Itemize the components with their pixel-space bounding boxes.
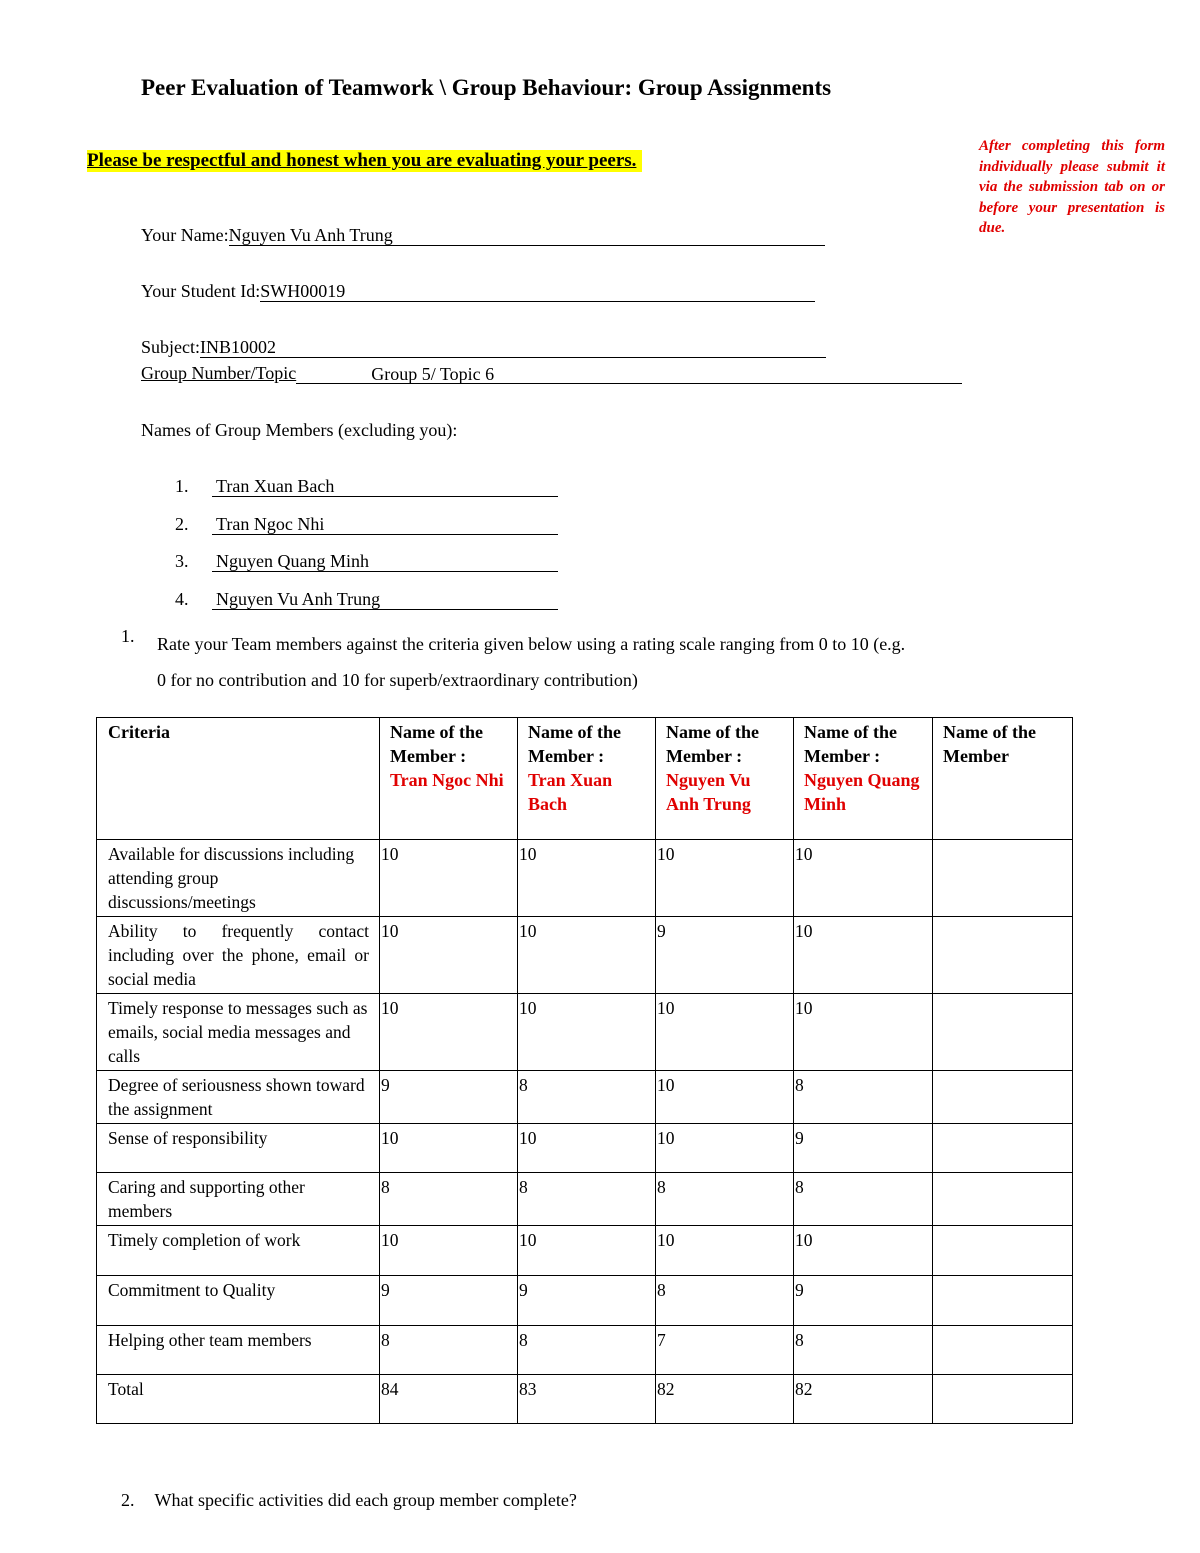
score-cell[interactable]: 10 — [518, 994, 656, 1071]
score-cell[interactable]: 82 — [656, 1375, 794, 1424]
peer-rating-table — [96, 717, 1073, 1424]
member-name[interactable]: Tran Xuan Bach — [212, 475, 558, 497]
name-label: Your Name: — [141, 225, 229, 245]
member-column-name: Tran Xuan Bach — [528, 770, 613, 814]
criterion-cell: Helping other team members — [97, 1326, 380, 1375]
score-cell[interactable]: 10 — [380, 840, 518, 917]
score-cell[interactable]: 8 — [794, 1326, 933, 1375]
student-id-label: Your Student Id: — [141, 281, 261, 301]
member-name[interactable]: Nguyen Quang Minh — [212, 550, 558, 572]
criterion-cell: Commitment to Quality — [97, 1276, 380, 1326]
score-cell[interactable]: 8 — [518, 1326, 656, 1375]
student-id-value[interactable]: SWH00019 — [260, 281, 815, 302]
empty-score-cell[interactable] — [933, 840, 1073, 917]
group-label: Group Number/Topic — [141, 363, 297, 383]
score-cell[interactable]: 9 — [794, 1276, 933, 1326]
score-cell[interactable]: 9 — [794, 1124, 933, 1173]
score-cell[interactable]: 9 — [380, 1071, 518, 1124]
score-cell[interactable]: 10 — [656, 840, 794, 917]
table-row — [97, 1326, 1073, 1375]
table-row — [97, 1173, 1073, 1226]
score-cell[interactable]: 10 — [656, 1226, 794, 1276]
member-name[interactable]: Tran Ngoc Nhi — [212, 513, 558, 535]
criterion-cell: Ability to frequently contact including over the phone, email or social media — [97, 917, 380, 994]
question-2-number: 2. — [121, 1490, 135, 1510]
table-row — [97, 1071, 1073, 1124]
question-2-text: What specific activities did each group member complete? — [154, 1490, 577, 1510]
score-cell[interactable]: 10 — [794, 1226, 933, 1276]
member-column-name: Nguyen Quang Minh — [804, 770, 920, 814]
empty-score-cell[interactable] — [933, 1071, 1073, 1124]
criterion-cell: Sense of responsibility — [97, 1124, 380, 1173]
name-field — [141, 225, 825, 246]
score-cell[interactable]: 9 — [656, 917, 794, 994]
member-column-header-blank: Name of the Member — [933, 718, 1073, 840]
criterion-cell: Degree of seriousness shown toward the assignment — [97, 1071, 380, 1124]
table-row — [97, 1226, 1073, 1276]
score-cell[interactable]: 83 — [518, 1375, 656, 1424]
page-title: Peer Evaluation of Teamwork \ Group Behaviour: Group Assignments — [141, 75, 832, 100]
score-cell[interactable]: 10 — [380, 994, 518, 1071]
score-cell[interactable]: 8 — [794, 1071, 933, 1124]
score-cell[interactable]: 82 — [794, 1375, 933, 1424]
group-value[interactable]: Group 5/ Topic 6 — [296, 364, 962, 384]
subject-label: Subject: — [141, 337, 200, 357]
member-column-header: Name of the Member : Tran Ngoc Nhi — [380, 718, 518, 840]
score-cell[interactable]: 9 — [380, 1276, 518, 1326]
member-column-header: Name of the Member : Nguyen Quang Minh — [794, 718, 933, 840]
table-row — [97, 840, 1073, 917]
score-cell[interactable]: 10 — [794, 917, 933, 994]
criterion-cell: Caring and supporting other members — [97, 1173, 380, 1226]
empty-score-cell[interactable] — [933, 1226, 1073, 1276]
list-item: 1. Tran Xuan Bach — [175, 475, 558, 513]
score-cell[interactable]: 8 — [794, 1173, 933, 1226]
member-column-header: Name of the Member : Tran Xuan Bach — [518, 718, 656, 840]
score-cell[interactable]: 10 — [518, 1226, 656, 1276]
score-cell[interactable]: 84 — [380, 1375, 518, 1424]
score-cell[interactable]: 10 — [794, 994, 933, 1071]
group-field — [141, 363, 962, 384]
member-column-name: Nguyen Vu Anh Trung — [666, 770, 751, 814]
score-cell[interactable]: 10 — [656, 1071, 794, 1124]
empty-score-cell[interactable] — [933, 994, 1073, 1071]
group-members-list — [175, 475, 558, 625]
question-1-number: 1. — [121, 626, 135, 646]
question-2 — [121, 1490, 577, 1511]
member-column-header: Name of the Member : Nguyen Vu Anh Trung — [656, 718, 794, 840]
empty-score-cell[interactable] — [933, 1276, 1073, 1326]
score-cell[interactable]: 8 — [518, 1173, 656, 1226]
member-column-name: Tran Ngoc Nhi — [390, 770, 504, 790]
criterion-cell: Timely response to messages such as emails, social media messages and calls — [97, 994, 380, 1071]
list-item: 4. Nguyen Vu Anh Trung — [175, 588, 558, 626]
criterion-cell: Total — [97, 1375, 380, 1424]
table-row — [97, 1276, 1073, 1326]
question-1-line-2: 0 for no contribution and 10 for superb/extraordinary contribution) — [157, 670, 638, 690]
empty-score-cell[interactable] — [933, 917, 1073, 994]
members-heading: Names of Group Members (excluding you): — [141, 420, 458, 440]
empty-score-cell[interactable] — [933, 1326, 1073, 1375]
submission-note: After completing this form individually please submit it via the submission tab on or before your presentation is due. — [979, 138, 1165, 236]
score-cell[interactable]: 7 — [656, 1326, 794, 1375]
name-value[interactable]: Nguyen Vu Anh Trung — [229, 225, 825, 246]
empty-score-cell[interactable] — [933, 1173, 1073, 1226]
score-cell[interactable]: 10 — [518, 840, 656, 917]
score-cell[interactable]: 8 — [380, 1326, 518, 1375]
criterion-cell: Available for discussions including attending group discussions/meetings — [97, 840, 380, 917]
subject-value[interactable]: INB10002 — [200, 337, 826, 358]
table-row — [97, 1124, 1073, 1173]
table-header-row — [97, 718, 1073, 840]
empty-score-cell[interactable] — [933, 1124, 1073, 1173]
score-cell[interactable]: 10 — [380, 1124, 518, 1173]
score-cell[interactable]: 10 — [656, 1124, 794, 1173]
member-name[interactable]: Nguyen Vu Anh Trung — [212, 588, 558, 610]
score-cell[interactable]: 8 — [518, 1071, 656, 1124]
score-cell[interactable]: 9 — [518, 1276, 656, 1326]
respect-note: Please be respectful and honest when you are evaluating your peers. — [87, 150, 642, 172]
score-cell[interactable]: 8 — [656, 1276, 794, 1326]
table-row — [97, 917, 1073, 994]
student-id-field — [141, 281, 815, 302]
table-row — [97, 1375, 1073, 1424]
list-item: 3. Nguyen Quang Minh — [175, 550, 558, 588]
question-1 — [121, 626, 1061, 698]
table-row — [97, 994, 1073, 1071]
empty-score-cell[interactable] — [933, 1375, 1073, 1424]
score-cell[interactable]: 10 — [380, 1226, 518, 1276]
score-cell[interactable]: 8 — [656, 1173, 794, 1226]
question-1-line-1: Rate your Team members against the criteria given below using a rating scale ranging from 0 to 10 (e.g. — [157, 634, 906, 654]
score-cell[interactable]: 8 — [380, 1173, 518, 1226]
subject-field — [141, 337, 826, 358]
score-cell[interactable]: 10 — [656, 994, 794, 1071]
score-cell[interactable]: 10 — [794, 840, 933, 917]
score-cell[interactable]: 10 — [380, 917, 518, 994]
criteria-header: Criteria — [97, 718, 380, 840]
score-cell[interactable]: 10 — [518, 1124, 656, 1173]
list-item: 2. Tran Ngoc Nhi — [175, 513, 558, 551]
score-cell[interactable]: 10 — [518, 917, 656, 994]
criterion-cell: Timely completion of work — [97, 1226, 380, 1276]
